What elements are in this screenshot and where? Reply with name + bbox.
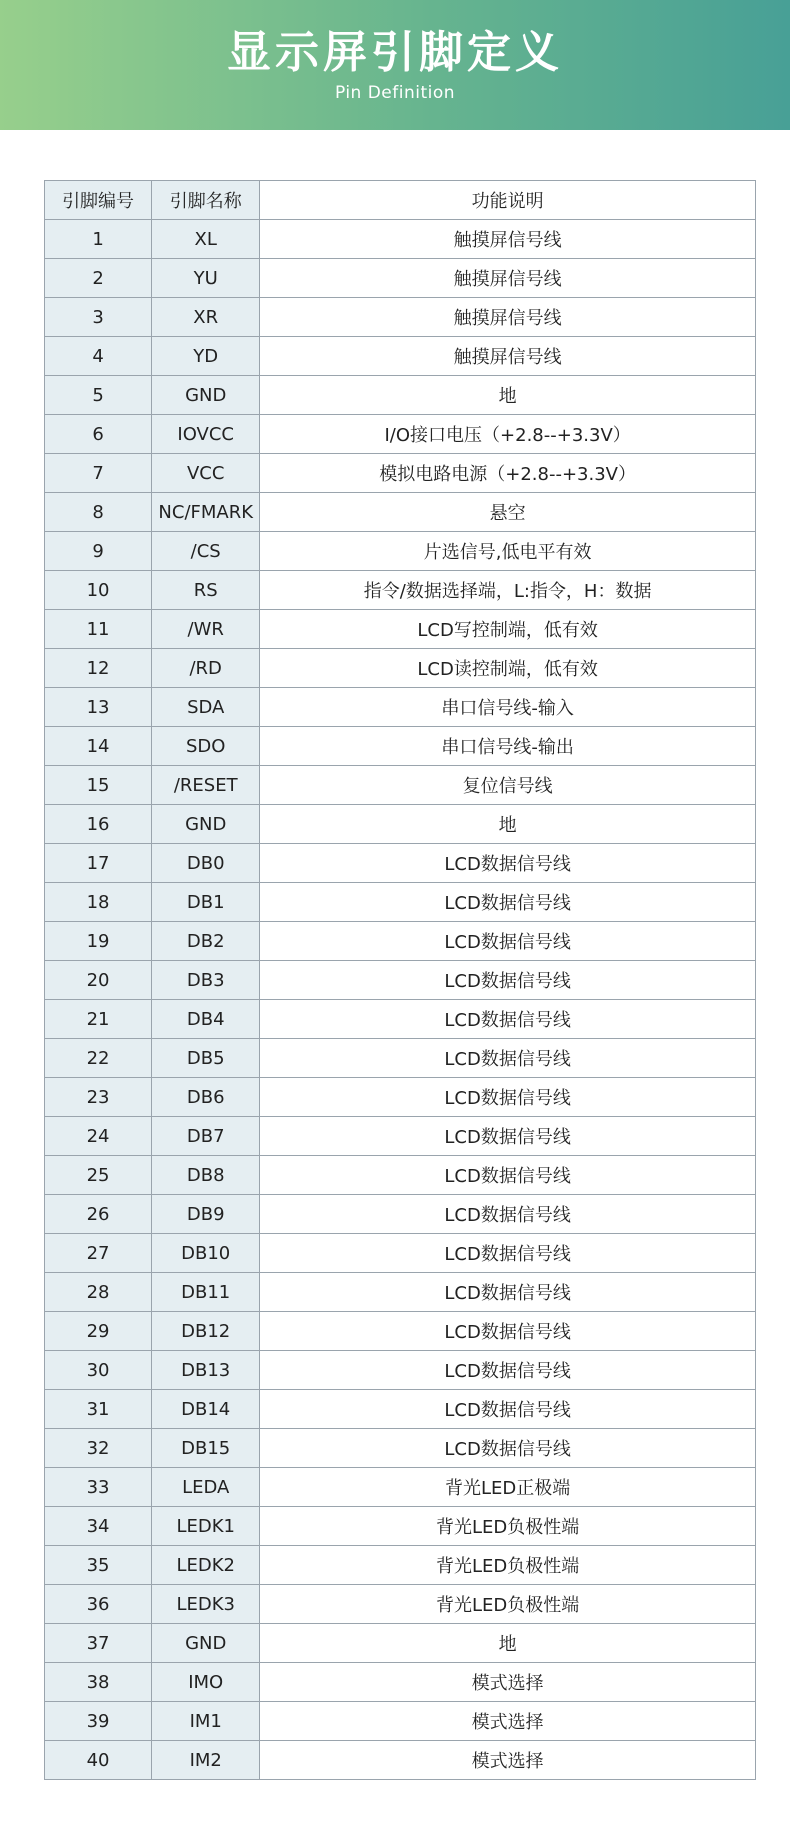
table-row — [45, 883, 756, 922]
pin-number-cell: 5 — [45, 376, 152, 415]
pin-description-cell: LCD数据信号线 — [260, 1078, 756, 1117]
pin-name-cell: DB15 — [152, 1429, 260, 1468]
table-row — [45, 1156, 756, 1195]
pin-name-cell: /RD — [152, 649, 260, 688]
pin-description-cell: LCD数据信号线 — [260, 922, 756, 961]
pin-description-cell: LCD写控制端，低有效 — [260, 610, 756, 649]
pin-name-cell: DB11 — [152, 1273, 260, 1312]
pin-number-cell: 18 — [45, 883, 152, 922]
pin-name-cell: IM2 — [152, 1741, 260, 1780]
pin-description-cell: LCD数据信号线 — [260, 1351, 756, 1390]
table-row — [45, 1195, 756, 1234]
table-row — [45, 571, 756, 610]
pin-number-cell: 30 — [45, 1351, 152, 1390]
pin-name-cell: SDO — [152, 727, 260, 766]
page-header — [0, 0, 790, 130]
column-header-description: 功能说明 — [260, 181, 756, 220]
pin-name-cell: IMO — [152, 1663, 260, 1702]
table-row — [45, 844, 756, 883]
pin-description-cell: 地 — [260, 376, 756, 415]
table-row — [45, 1624, 756, 1663]
pin-name-cell: SDA — [152, 688, 260, 727]
table-row — [45, 1741, 756, 1780]
table-body — [45, 220, 756, 1780]
pin-number-cell: 15 — [45, 766, 152, 805]
table-row — [45, 1663, 756, 1702]
pin-number-cell: 36 — [45, 1585, 152, 1624]
pin-number-cell: 2 — [45, 259, 152, 298]
pin-number-cell: 31 — [45, 1390, 152, 1429]
table-row — [45, 1000, 756, 1039]
pin-name-cell: YU — [152, 259, 260, 298]
pin-number-cell: 40 — [45, 1741, 152, 1780]
table-header-row — [45, 181, 756, 220]
pin-description-cell: 背光LED负极性端 — [260, 1507, 756, 1546]
pin-description-cell: 地 — [260, 1624, 756, 1663]
pin-description-cell: 模式选择 — [260, 1702, 756, 1741]
pin-name-cell: GND — [152, 1624, 260, 1663]
pin-description-cell: LCD数据信号线 — [260, 1234, 756, 1273]
pin-description-cell: LCD数据信号线 — [260, 1273, 756, 1312]
pin-number-cell: 35 — [45, 1546, 152, 1585]
table-row — [45, 493, 756, 532]
pin-number-cell: 23 — [45, 1078, 152, 1117]
pin-description-cell: LCD读控制端，低有效 — [260, 649, 756, 688]
table-row — [45, 1390, 756, 1429]
table-row — [45, 805, 756, 844]
pin-description-cell: I/O接口电压（+2.8--+3.3V） — [260, 415, 756, 454]
pin-description-cell: 背光LED正极端 — [260, 1468, 756, 1507]
table-row — [45, 1702, 756, 1741]
pin-description-cell: LCD数据信号线 — [260, 1156, 756, 1195]
pin-description-cell: 地 — [260, 805, 756, 844]
pin-name-cell: RS — [152, 571, 260, 610]
pin-description-cell: LCD数据信号线 — [260, 961, 756, 1000]
page-title: 显示屏引脚定义 — [227, 27, 563, 78]
pin-name-cell: DB9 — [152, 1195, 260, 1234]
pin-number-cell: 16 — [45, 805, 152, 844]
pin-number-cell: 3 — [45, 298, 152, 337]
pin-number-cell: 8 — [45, 493, 152, 532]
pin-description-cell: LCD数据信号线 — [260, 1117, 756, 1156]
pin-description-cell: 背光LED负极性端 — [260, 1585, 756, 1624]
pin-number-cell: 29 — [45, 1312, 152, 1351]
pin-number-cell: 21 — [45, 1000, 152, 1039]
table-row — [45, 337, 756, 376]
pin-number-cell: 17 — [45, 844, 152, 883]
pin-description-cell: LCD数据信号线 — [260, 1000, 756, 1039]
table-row — [45, 727, 756, 766]
table-row — [45, 298, 756, 337]
pin-name-cell: DB13 — [152, 1351, 260, 1390]
pin-description-cell: 模式选择 — [260, 1663, 756, 1702]
table-row — [45, 961, 756, 1000]
table-row — [45, 1078, 756, 1117]
pin-description-cell: 模拟电路电源（+2.8--+3.3V） — [260, 454, 756, 493]
pin-name-cell: VCC — [152, 454, 260, 493]
pin-name-cell: DB14 — [152, 1390, 260, 1429]
pin-description-cell: LCD数据信号线 — [260, 1195, 756, 1234]
pin-description-cell: 串口信号线-输出 — [260, 727, 756, 766]
table-row — [45, 454, 756, 493]
pin-number-cell: 9 — [45, 532, 152, 571]
pin-name-cell: DB12 — [152, 1312, 260, 1351]
pin-name-cell: IOVCC — [152, 415, 260, 454]
pin-number-cell: 7 — [45, 454, 152, 493]
pin-description-cell: LCD数据信号线 — [260, 1312, 756, 1351]
pin-number-cell: 11 — [45, 610, 152, 649]
pin-number-cell: 28 — [45, 1273, 152, 1312]
pin-description-cell: LCD数据信号线 — [260, 883, 756, 922]
pin-description-cell: 触摸屏信号线 — [260, 337, 756, 376]
table-row — [45, 220, 756, 259]
pin-name-cell: DB3 — [152, 961, 260, 1000]
table-row — [45, 1039, 756, 1078]
pin-definition-table — [44, 180, 756, 1780]
pin-number-cell: 27 — [45, 1234, 152, 1273]
pin-name-cell: DB4 — [152, 1000, 260, 1039]
pin-name-cell: DB2 — [152, 922, 260, 961]
pin-description-cell: 模式选择 — [260, 1741, 756, 1780]
table-row — [45, 1468, 756, 1507]
pin-number-cell: 24 — [45, 1117, 152, 1156]
pin-name-cell: LEDK3 — [152, 1585, 260, 1624]
pin-number-cell: 20 — [45, 961, 152, 1000]
table-row — [45, 376, 756, 415]
page-subtitle: Pin Definition — [334, 83, 456, 103]
pin-name-cell: LEDA — [152, 1468, 260, 1507]
table-row — [45, 1507, 756, 1546]
column-header-pin-number: 引脚编号 — [45, 181, 152, 220]
table-row — [45, 649, 756, 688]
pin-name-cell: LEDK2 — [152, 1546, 260, 1585]
table-row — [45, 1429, 756, 1468]
pin-name-cell: LEDK1 — [152, 1507, 260, 1546]
pin-description-cell: 触摸屏信号线 — [260, 298, 756, 337]
table-row — [45, 1273, 756, 1312]
table-row — [45, 610, 756, 649]
table-row — [45, 922, 756, 961]
pin-description-cell: 复位信号线 — [260, 766, 756, 805]
pin-number-cell: 12 — [45, 649, 152, 688]
pin-name-cell: GND — [152, 805, 260, 844]
pin-number-cell: 14 — [45, 727, 152, 766]
pin-name-cell: DB6 — [152, 1078, 260, 1117]
pin-number-cell: 38 — [45, 1663, 152, 1702]
pin-name-cell: /CS — [152, 532, 260, 571]
table-row — [45, 1546, 756, 1585]
table-row — [45, 532, 756, 571]
table-row — [45, 688, 756, 727]
pin-name-cell: DB5 — [152, 1039, 260, 1078]
pin-number-cell: 25 — [45, 1156, 152, 1195]
pin-number-cell: 22 — [45, 1039, 152, 1078]
pin-description-cell: LCD数据信号线 — [260, 844, 756, 883]
pin-description-cell: LCD数据信号线 — [260, 1390, 756, 1429]
pin-name-cell: NC/FMARK — [152, 493, 260, 532]
pin-number-cell: 37 — [45, 1624, 152, 1663]
pin-description-cell: LCD数据信号线 — [260, 1039, 756, 1078]
table-row — [45, 1312, 756, 1351]
table-row — [45, 1585, 756, 1624]
pin-name-cell: DB8 — [152, 1156, 260, 1195]
column-header-pin-name: 引脚名称 — [152, 181, 260, 220]
table-row — [45, 1117, 756, 1156]
table-row — [45, 259, 756, 298]
pin-name-cell: /WR — [152, 610, 260, 649]
pin-description-cell: 指令/数据选择端，L:指令，H：数据 — [260, 571, 756, 610]
pin-name-cell: /RESET — [152, 766, 260, 805]
pin-number-cell: 10 — [45, 571, 152, 610]
table-row — [45, 415, 756, 454]
table-row — [45, 1234, 756, 1273]
pin-number-cell: 4 — [45, 337, 152, 376]
pin-name-cell: XL — [152, 220, 260, 259]
table-row — [45, 766, 756, 805]
pin-number-cell: 1 — [45, 220, 152, 259]
pin-number-cell: 19 — [45, 922, 152, 961]
pin-name-cell: DB0 — [152, 844, 260, 883]
pin-name-cell: GND — [152, 376, 260, 415]
pin-name-cell: XR — [152, 298, 260, 337]
pin-number-cell: 13 — [45, 688, 152, 727]
pin-number-cell: 34 — [45, 1507, 152, 1546]
pin-description-cell: 触摸屏信号线 — [260, 220, 756, 259]
pin-description-cell: 背光LED负极性端 — [260, 1546, 756, 1585]
pin-description-cell: 串口信号线-输入 — [260, 688, 756, 727]
pin-name-cell: DB10 — [152, 1234, 260, 1273]
pin-number-cell: 33 — [45, 1468, 152, 1507]
pin-name-cell: YD — [152, 337, 260, 376]
pin-number-cell: 6 — [45, 415, 152, 454]
pin-name-cell: IM1 — [152, 1702, 260, 1741]
pin-name-cell: DB1 — [152, 883, 260, 922]
pin-number-cell: 32 — [45, 1429, 152, 1468]
pin-description-cell: 片选信号,低电平有效 — [260, 532, 756, 571]
pin-number-cell: 39 — [45, 1702, 152, 1741]
pin-description-cell: 触摸屏信号线 — [260, 259, 756, 298]
pin-name-cell: DB7 — [152, 1117, 260, 1156]
pin-description-cell: LCD数据信号线 — [260, 1429, 756, 1468]
pin-description-cell: 悬空 — [260, 493, 756, 532]
table-row — [45, 1351, 756, 1390]
pin-number-cell: 26 — [45, 1195, 152, 1234]
